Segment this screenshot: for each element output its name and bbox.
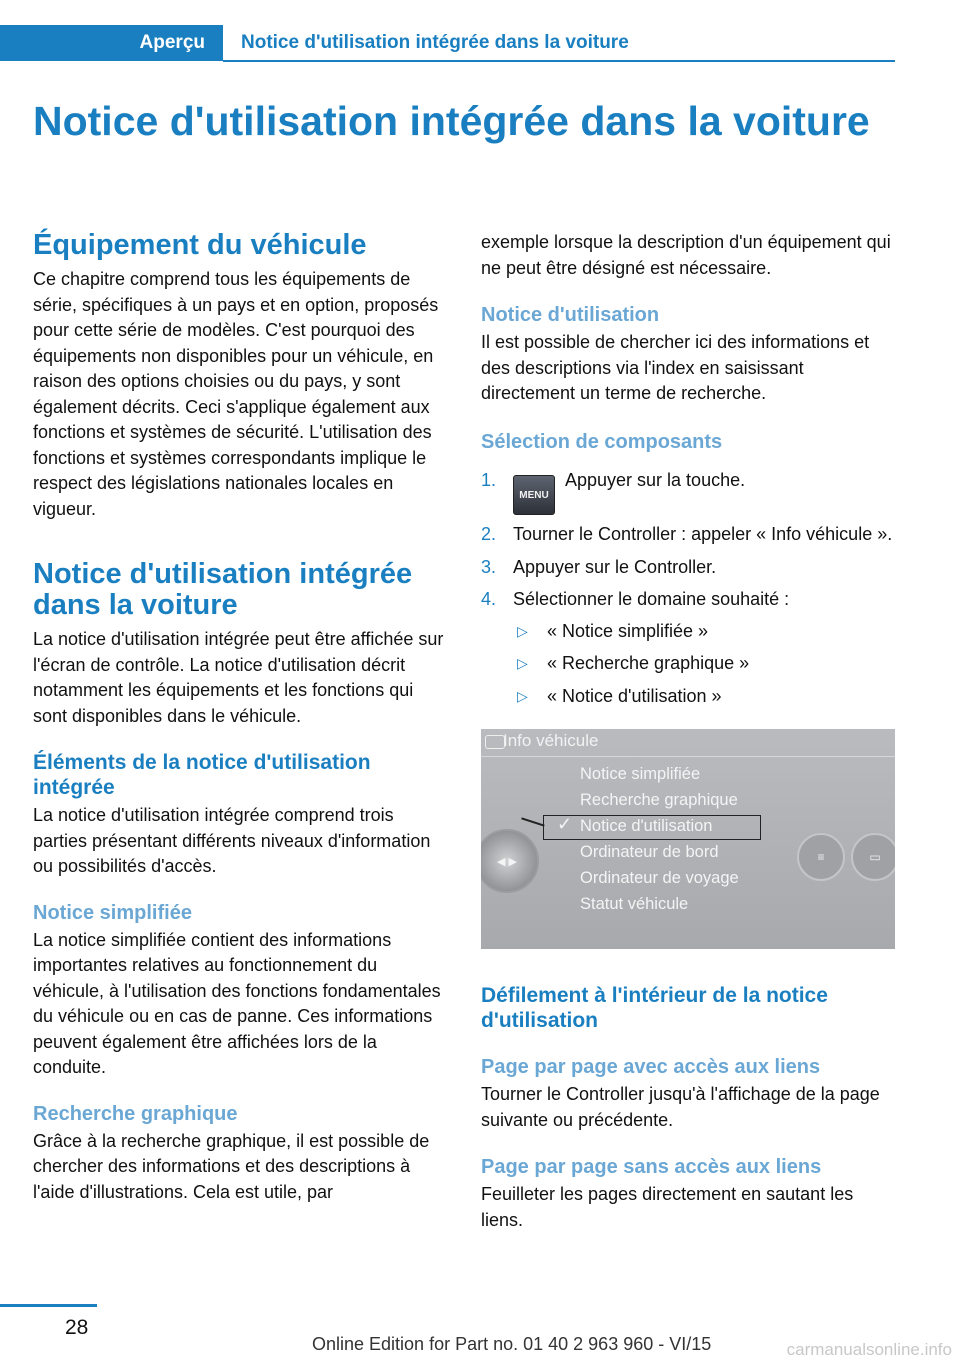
watermark: carmanualsonline.info bbox=[786, 1340, 952, 1359]
screen-divider bbox=[481, 756, 895, 757]
step-number: 4. bbox=[481, 589, 497, 610]
paragraph-continued: exemple lorsque la description d'un équipement qui ne peut être désigné est nécessaire. bbox=[481, 232, 891, 278]
heading-elements: Éléments de la notice d'utilisation intégrée bbox=[33, 751, 371, 799]
sub-option bbox=[513, 684, 896, 710]
step-item bbox=[481, 522, 896, 548]
step-item bbox=[481, 468, 896, 516]
heading-equipement: Équipement du véhicule bbox=[33, 229, 367, 261]
sub-options-list bbox=[513, 619, 896, 710]
heading-recherche-graphique: Recherche graphique bbox=[33, 1102, 238, 1125]
screen-menu-item-selected[interactable]: Notice d'utilisation bbox=[580, 817, 713, 836]
heading-notice-utilisation: Notice d'utilisation bbox=[481, 304, 660, 326]
step-text: Sélectionner le domaine souhaité : bbox=[513, 589, 790, 610]
screen-menu-item[interactable]: Ordinateur de voyage bbox=[580, 869, 739, 888]
heading-page-liens: Page par page avec accès aux liens bbox=[481, 1056, 821, 1079]
sub-option bbox=[513, 651, 896, 677]
paragraph-page-liens: Tourner le Controller jusqu'à l'affichage de la page suivante ou précédente. bbox=[481, 1084, 880, 1130]
screen-menu-item[interactable]: Ordinateur de bord bbox=[580, 843, 719, 862]
side-panel-icon: ▭ bbox=[851, 833, 895, 881]
menu-button-icon: MENU bbox=[513, 475, 555, 515]
paragraph-page-sans-liens: Feuilleter les pages directement en sautant les liens. bbox=[481, 1184, 854, 1230]
screen-menu-item[interactable]: Notice simplifiée bbox=[580, 765, 701, 784]
paragraph-notice-integree: La notice d'utilisation intégrée peut être affichée sur l'écran de contrôle. La notice d'utilisation décrit notamment les équipements et les fonctions qui sont disponibles dans le véhicule. bbox=[33, 629, 444, 726]
heading-page-sans-liens: Page par page sans accès aux liens bbox=[481, 1156, 822, 1179]
step-text: Appuyer sur la touche. bbox=[565, 469, 746, 490]
sub-option bbox=[513, 619, 896, 645]
step-number: 1. bbox=[481, 469, 497, 490]
triangle-bullet-icon: ▷ bbox=[517, 687, 528, 704]
side-panel-icon: ≡ bbox=[797, 833, 845, 881]
paragraph-elements: La notice d'utilisation intégrée comprend trois parties présentant différents niveaux d'information ou possibilités d'accès. bbox=[33, 805, 431, 876]
sub-option-text: « Notice d'utilisation » bbox=[547, 685, 722, 706]
left-column bbox=[33, 230, 448, 1205]
controller-knob-icon: ◀ ▶ bbox=[481, 829, 539, 893]
idrive-screen-illustration bbox=[481, 729, 895, 949]
edition-note: Online Edition for Part no. 01 40 2 963 960 - VI/15 bbox=[312, 1334, 712, 1354]
step-item bbox=[481, 555, 896, 581]
heading-selection-composants: Sélection de composants bbox=[481, 430, 723, 453]
page-title: Notice d'utilisation intégrée dans la voiture bbox=[33, 98, 870, 144]
pointer-line bbox=[521, 818, 544, 827]
paragraph-notice-simplifiee: La notice simplifiée contient des informations importantes relatives au fonctionnement du véhicule, à l'utilisation des fonctions fondamentales du véhicule ou en cas de panne. Ces informations peuvent également être affichées lors de la conduite. bbox=[33, 929, 441, 1077]
page-number: 28 bbox=[65, 1316, 89, 1339]
heading-defilement: Défilement à l'intérieur de la notice d'utilisation bbox=[481, 984, 828, 1033]
paragraph-equipement: Ce chapitre comprend tous les équipements de série, spécifiques à un pays et en option, proposés pour cette série de modèles. C'est pourquoi des équipements non disponibles pour un véhicule, en raison des options choisies ou du pays, y sont également décrits. Ceci s'applique également aux fonctions et systèmes de sécurité. L'utilisation des fonctions et systèmes correspondants implique le respect des législations nationales locales en vigueur. bbox=[33, 269, 439, 519]
sub-option-text: « Recherche graphique » bbox=[547, 653, 750, 674]
step-item bbox=[481, 587, 896, 709]
step-text: Tourner le Controller : appeler « Info véhicule ». bbox=[513, 524, 893, 545]
screen-header: Info véhicule bbox=[503, 731, 599, 751]
screen-menu-item[interactable]: Recherche graphique bbox=[580, 791, 738, 810]
paragraph-recherche-graphique: Grâce à la recherche graphique, il est possible de chercher des informations et des descriptions à l'aide d'illustrations. Cela est utile, par bbox=[33, 1130, 430, 1202]
triangle-bullet-icon: ▷ bbox=[517, 655, 528, 672]
car-info-icon bbox=[485, 735, 505, 749]
triangle-bullet-icon: ▷ bbox=[517, 622, 528, 639]
heading-notice-integree: Notice d'utilisation intégrée dans la voiture bbox=[33, 558, 413, 621]
check-icon: ✓ bbox=[557, 814, 573, 835]
breadcrumb[interactable]: Notice d'utilisation intégrée dans la voiture bbox=[241, 32, 629, 53]
screen-menu-item[interactable]: Statut véhicule bbox=[580, 895, 689, 914]
right-column bbox=[481, 230, 896, 1233]
footer-rule bbox=[0, 1304, 97, 1307]
step-number: 2. bbox=[481, 524, 497, 545]
heading-notice-simplifiee: Notice simplifiée bbox=[33, 901, 192, 924]
steps-list bbox=[481, 468, 896, 710]
step-number: 3. bbox=[481, 556, 497, 577]
header-rule bbox=[223, 60, 895, 62]
step-text: Appuyer sur le Controller. bbox=[513, 556, 717, 577]
sub-option-text: « Notice simplifiée » bbox=[547, 620, 709, 641]
section-tab-apercu[interactable]: Aperçu bbox=[0, 25, 223, 61]
paragraph-notice-utilisation: Il est possible de chercher ici des informations et des descriptions via l'index en saisissant directement un terme de recherche. bbox=[481, 332, 870, 403]
